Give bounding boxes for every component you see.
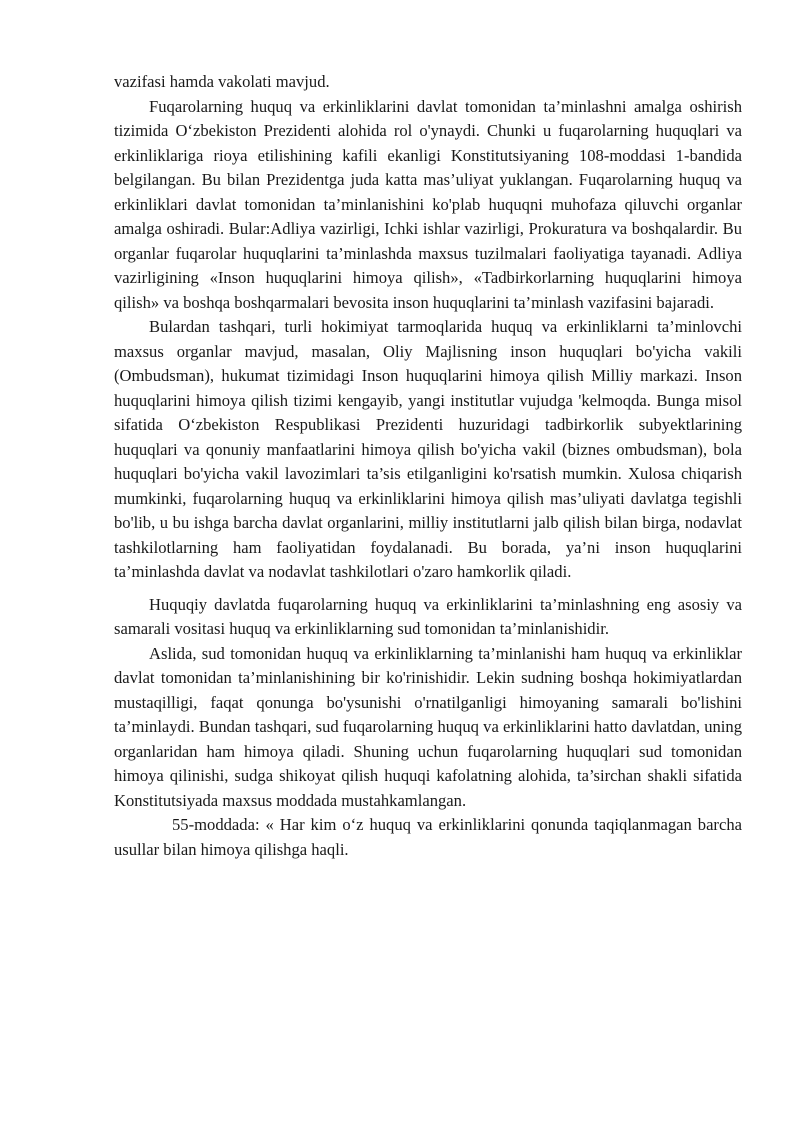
paragraph-court-independence: Aslida, sud tomonidan huquq va erkinliklarning ta’minlanishi ham huquq va erkinliklar davlat tomonidan ta’minlanishining bir ko'rinishidir. Lekin sudning boshqa hokimiyatlardan mustaqilligi, faqat qonunga bo'ysunishi o'rnatilganligi himoyaning samarali bo'lishini ta’minlaydi. Bundan tashqari, sud fuqarolarning huquq va erkinliklarini hatto davlatdan, uning organlaridan ham himoya qiladi. Shuning uchun fuqarolarning huquqlari sud tomonidan himoya qilinishi, sudga shikoyat qilish huquqi kafolatning alohida, ta’sirchan shakli sifatida Konstitutsiyada maxsus moddada mustahkamlangan. — [114, 643, 742, 810]
paragraph-article-55: 55-moddada: « Har kim o‘z huquq va erkinliklarini qonunda taqiqlanmagan barcha usullar bilan himoya qilishga haqli. — [114, 815, 742, 859]
document-page — [114, 70, 742, 862]
paragraph-special-bodies: Bulardan tashqari, turli hokimiyat tarmoqlarida huquq va erkinliklarni ta’minlovchi maxsus organlar mavjud, masalan, Oliy Majlisning inson huquqlari bo'yicha vakili (Ombudsman), hukumat tizimidagi Inson huquqlarini himoya qilish Milliy markazi. Inson huquqlarini himoya qilish tizimi kengayib, yangi institutlar vujudga 'kelmoqda. Bunga misol sifatida O‘zbekiston Respublikasi Prezidenti huzuridagi tadbirkorlik subyektlarining huquqlari va qonuniy manfaatlarini himoya qilish bo'yicha vakil (biznes ombudsman), bola huquqlari bo'yicha vakil lavozimlari ta’sis etilganligini ko'rsatish mumkin. Xulosa chiqarish mumkinki, fuqarolarning huquq va erkinliklarini himoya qilish mas’uliyati davlatga tegishli bo'lib, u bu ishga barcha davlat organlarini, milliy institutlarni jalb qilish bilan birga, nodavlat tashkilotlarning ham faoliyatidan foydalanadi. Bu borada, ya’ni inson huquqlarini ta’minlashda davlat va nodavlat tashkilotlari o'zaro hamkorlik qiladi. — [114, 317, 742, 581]
paragraph-president-role: Fuqarolarning huquq va erkinliklarini davlat tomonidan ta’minlashni amalga oshirish tizimida O‘zbekiston Prezidenti alohida rol o'ynaydi. Chunki u fuqarolarning huquqlari va erkinliklariga rioya etilishining kafili ekanligi Konstitutsiyaning 108-moddasi 1-bandida belgilangan. Bu bilan Prezidentga juda katta mas’uliyat yuklangan. Fuqarolarning huquq va erkinliklari davlat tomonidan ta’minlanishini ko'plab huquqni muhofaza qiluvchi organlar amalga oshiradi. Bular:Adliya vazirligi, Ichki ishlar vazirligi, Prokuratura va boshqalardir. Bu organlar fuqarolar huquqlarini ta’minlashda maxsus tuzilmalari faoliyatiga tayanadi. Adliya vazirligining «Inson huquqlarini himoya qilish», «Tadbirkorlarning huquqlarini himoya qilish» va boshqa boshqarmalari bevosita inson huquqlarini ta’minlash vazifasini bajaradi. — [114, 96, 742, 312]
paragraph-judicial-protection: Huquqiy davlatda fuqarolarning huquq va erkinliklarini ta’minlashning eng asosiy va samarali vositasi huquq va erkinliklarning sud tomonidan ta’minlanishidir. — [114, 594, 742, 638]
paragraph-continuation: vazifasi hamda vakolati mavjud. — [114, 72, 330, 91]
